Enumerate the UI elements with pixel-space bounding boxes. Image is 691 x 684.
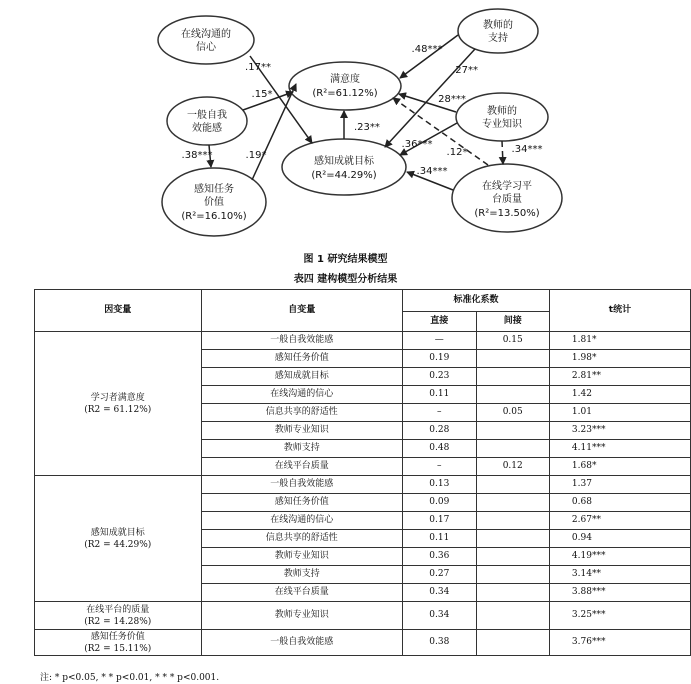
path-expertise-to-platform <box>502 141 503 164</box>
node-label: 一般自我 <box>187 110 227 121</box>
dependent-variable-cell <box>35 332 202 476</box>
dependent-variable-line: 感知任务价值 <box>90 631 145 642</box>
indirect-coef-cell <box>476 584 549 602</box>
indirect-coef-cell <box>476 602 549 630</box>
direct-coef-cell: 0.09 <box>403 494 476 512</box>
node-label: (R²=44.29%) <box>311 170 377 181</box>
independent-variable-cell: 一般自我效能感 <box>201 630 403 656</box>
independent-variable-cell: 一般自我效能感 <box>201 476 403 494</box>
t-stat-cell: 2.67** <box>549 512 690 530</box>
dependent-variable-line: 在线平台的质量 <box>86 604 150 615</box>
independent-variable-cell: 感知成就目标 <box>201 368 403 386</box>
node-online-communication-confidence <box>158 16 254 64</box>
model-results-table <box>34 289 691 656</box>
independent-variable-cell: 在线沟通的信心 <box>201 386 403 404</box>
direct-coef-cell: 0.38 <box>403 630 476 656</box>
coef-label: .15* <box>251 89 273 100</box>
t-stat-cell: 3.14** <box>549 566 690 584</box>
node-label: 在线沟通的 <box>181 29 231 40</box>
direct-coef-cell: 0.27 <box>403 566 476 584</box>
header-indirect: 间接 <box>476 312 549 332</box>
independent-variable-cell: 在线平台质量 <box>201 458 403 476</box>
significance-note: 注: * p<0.05, * * p<0.01, * * * p<0.001. <box>40 673 220 683</box>
node-label: 价值 <box>204 197 224 208</box>
indirect-coef-cell <box>476 512 549 530</box>
direct-coef-cell: – <box>403 458 476 476</box>
dependent-variable-line: 学习者满意度 <box>90 392 145 403</box>
indirect-coef-cell <box>476 494 549 512</box>
node-teacher-support <box>458 9 538 53</box>
independent-variable-cell: 教师支持 <box>201 566 403 584</box>
t-stat-cell: 3.23*** <box>549 422 690 440</box>
independent-variable-cell: 在线平台质量 <box>201 584 403 602</box>
node-label: 专业知识 <box>482 119 522 130</box>
coef-label: .23** <box>354 122 380 133</box>
indirect-coef-cell <box>476 630 549 656</box>
independent-variable-cell: 教师专业知识 <box>201 602 403 630</box>
t-stat-cell: 4.19*** <box>549 548 690 566</box>
independent-variable-cell: 教师支持 <box>201 440 403 458</box>
direct-coef-cell: — <box>403 332 476 350</box>
t-stat-cell: 1.68* <box>549 458 690 476</box>
header-independent: 自变量 <box>201 290 403 332</box>
dependent-variable-cell <box>35 602 202 630</box>
node-label: 感知成就目标 <box>314 156 374 167</box>
dependent-variable-line: (R2 = 44.29%) <box>84 539 152 550</box>
t-stat-cell: 1.01 <box>549 404 690 422</box>
coef-label: .17** <box>245 62 271 73</box>
t-stat-cell: 1.81* <box>549 332 690 350</box>
indirect-coef-cell <box>476 476 549 494</box>
node-label: 台质量 <box>492 194 522 205</box>
node-teacher-expertise <box>456 93 548 141</box>
node-label: (R²=61.12%) <box>312 88 378 99</box>
t-stat-cell: 0.94 <box>549 530 690 548</box>
independent-variable-cell: 在线沟通的信心 <box>201 512 403 530</box>
node-perceived-achievement-goal <box>282 139 406 195</box>
t-stat-cell: 4.11*** <box>549 440 690 458</box>
indirect-coef-cell <box>476 350 549 368</box>
coef-label: .36*** <box>401 139 433 150</box>
dependent-variable-line: (R2 = 14.28%) <box>84 616 152 627</box>
direct-coef-cell: 0.17 <box>403 512 476 530</box>
research-model-diagram <box>0 0 691 248</box>
t-stat-cell: 1.37 <box>549 476 690 494</box>
independent-variable-cell: 感知任务价值 <box>201 494 403 512</box>
node-label: 教师的 <box>487 106 517 117</box>
t-stat-cell: 2.81** <box>549 368 690 386</box>
node-satisfaction <box>289 62 401 110</box>
t-stat-cell: 1.98* <box>549 350 690 368</box>
t-stat-cell: 0.68 <box>549 494 690 512</box>
t-stat-cell: 1.42 <box>549 386 690 404</box>
table-row <box>35 630 691 656</box>
node-label: 感知任务 <box>194 184 234 195</box>
indirect-coef-cell <box>476 386 549 404</box>
independent-variable-cell: 一般自我效能感 <box>201 332 403 350</box>
coef-label: .38*** <box>181 150 213 161</box>
indirect-coef-cell <box>476 368 549 386</box>
independent-variable-cell: 信息共享的舒适性 <box>201 404 403 422</box>
direct-coef-cell: 0.28 <box>403 422 476 440</box>
indirect-coef-cell <box>476 548 549 566</box>
dependent-variable-cell <box>35 630 202 656</box>
dependent-variable-line: 感知成就目标 <box>90 527 145 538</box>
independent-variable-cell: 教师专业知识 <box>201 548 403 566</box>
figure-caption: 图 1 研究结果模型 <box>303 254 388 265</box>
table-caption: 表四 建构模型分析结果 <box>293 274 398 285</box>
header-t: t统计 <box>549 290 690 332</box>
independent-variable-cell: 感知任务价值 <box>201 350 403 368</box>
dependent-variable-cell <box>35 476 202 602</box>
coef-label: .34*** <box>416 166 448 177</box>
node-label: (R²=13.50%) <box>474 208 540 219</box>
table-row <box>35 476 691 494</box>
coef-label: .48*** <box>411 44 443 55</box>
coef-label: 28*** <box>438 94 466 105</box>
direct-coef-cell: 0.11 <box>403 386 476 404</box>
table-row <box>35 602 691 630</box>
coef-label: .34*** <box>511 144 543 155</box>
node-label: 在线学习平 <box>482 181 532 192</box>
header-standardized: 标准化系数 <box>403 290 550 312</box>
indirect-coef-cell: 0.12 <box>476 458 549 476</box>
indirect-coef-cell <box>476 422 549 440</box>
header-dependent: 因变量 <box>35 290 202 332</box>
indirect-coef-cell <box>476 440 549 458</box>
header-direct: 直接 <box>403 312 476 332</box>
node-general-self-efficacy <box>167 97 247 145</box>
t-stat-cell: 3.25*** <box>549 602 690 630</box>
direct-coef-cell: 0.34 <box>403 602 476 630</box>
path-support-to-satisfaction <box>400 35 458 78</box>
direct-coef-cell: 0.48 <box>403 440 476 458</box>
direct-coef-cell: 0.23 <box>403 368 476 386</box>
t-stat-cell: 3.76*** <box>549 630 690 656</box>
node-label: 信心 <box>196 42 216 53</box>
indirect-coef-cell: 0.05 <box>476 404 549 422</box>
node-label: 效能感 <box>192 123 222 134</box>
direct-coef-cell: 0.36 <box>403 548 476 566</box>
node-label: (R²=16.10%) <box>181 211 247 222</box>
indirect-coef-cell <box>476 530 549 548</box>
independent-variable-cell: 教师专业知识 <box>201 422 403 440</box>
direct-coef-cell: 0.19 <box>403 350 476 368</box>
independent-variable-cell: 信息共享的舒适性 <box>201 530 403 548</box>
node-label: 教师的 <box>483 20 513 31</box>
direct-coef-cell: 0.13 <box>403 476 476 494</box>
t-stat-cell: 3.88*** <box>549 584 690 602</box>
table-row <box>35 332 691 350</box>
dependent-variable-line: (R2 = 61.12%) <box>84 404 152 415</box>
node-label: 满意度 <box>330 74 360 85</box>
direct-coef-cell: 0.34 <box>403 584 476 602</box>
coef-label: .12* <box>446 147 468 158</box>
direct-coef-cell: 0.11 <box>403 530 476 548</box>
direct-coef-cell: – <box>403 404 476 422</box>
indirect-coef-cell: 0.15 <box>476 332 549 350</box>
indirect-coef-cell <box>476 566 549 584</box>
coef-label: .27** <box>452 65 478 76</box>
dependent-variable-line: (R2 = 15.11%) <box>84 643 152 654</box>
node-label: 支持 <box>488 33 508 44</box>
coef-label: .19* <box>245 150 267 161</box>
